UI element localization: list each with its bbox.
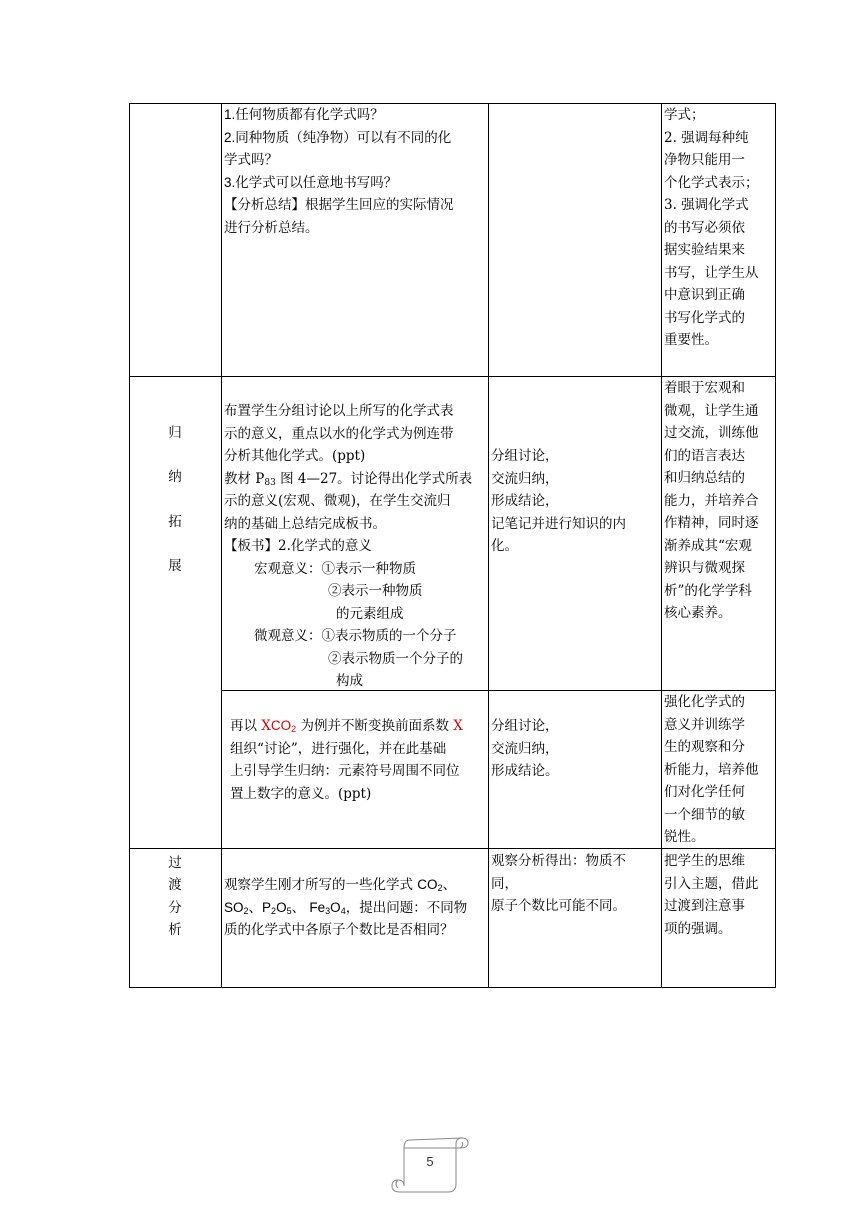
formula-subscript: 2 [437,883,443,893]
text-fragment: 再以 [230,718,262,734]
formula: $Fe_3O_4$ [309,899,346,916]
text-line: 把学生的思维 [664,853,745,869]
formula-subscript: 2 [291,724,297,734]
table-border-left [129,103,130,988]
text-line: 析能力，培养他 [664,761,759,778]
stage-char: 拓 [168,514,182,530]
column-divider [221,103,222,988]
text-line: 原子个数比可能不同。 [491,898,626,914]
text-line: 微观，让学生通 [664,402,759,419]
coefficient-x: X [453,718,463,734]
text-line: 辨识与微观探 [664,560,745,576]
text-line: $SO_2$、$P_2O_5$、 $Fe_3O_4$，提出问题：不同物 [224,899,468,916]
text-line: 析”的化学学科 [664,582,752,599]
row2-process-cell [224,400,486,693]
text-line: 核心素养。 [664,605,732,621]
row2-intent-cell [664,377,774,625]
text-line: 2. 强调每种纯 [664,129,749,146]
stage-char: 纳 [168,469,182,485]
row4-student-cell [491,850,659,918]
text-line: 3. 强调化学式 [664,197,749,213]
row1-intent-cell [664,104,774,352]
text-line: 记笔记并进行知识的内 [491,515,626,532]
table-border-right [775,103,776,988]
text-line: 过渡到注意事 [664,898,745,914]
text-line: 形成结论。 [491,763,559,779]
text-line: 3.化学式可以任意地书写吗？ [224,174,398,190]
stage-char: 析 [168,922,182,938]
table-border-bottom [129,987,776,988]
text-line: 同， [491,875,518,892]
row3-process-cell [230,715,486,805]
text-line: 据实验结果来 [664,242,745,258]
text-line: 作精神，同时逐 [664,515,759,531]
text-line: 2.同种物质（纯净物）可以有不同的化 [224,129,452,145]
text-line: 过交流，训练他 [664,425,759,441]
formula-co2 [271,718,296,733]
text-line: 的元素组成 [336,605,404,622]
text-line: 分析其他化学式。(ppt) [224,448,366,464]
text-line: 【板书】2.化学式的意义 [224,538,372,554]
row4-intent-cell [664,850,774,940]
text-line: 渐养成其“宏观 [664,537,752,554]
text-line: 分组讨论， [491,718,559,734]
text-line: 质的化学式中各原子个数比是否相同？ [224,922,454,938]
text-line: 组织“讨论”，进行强化，并在此基础 [230,740,447,757]
text-line: 交流归纳， [491,740,559,757]
coefficient-x: X [261,718,271,734]
stage-char: 过 [168,855,182,871]
text-line: 意义并训练学 [664,716,745,733]
text-line: 能力，并培养合 [664,492,759,509]
text-line: 进行分析总结。 [224,219,319,235]
text-line: 书写化学式的 [664,309,745,326]
text-line: 着眼于宏观和 [664,380,745,396]
formula: $CO_2$ [417,877,443,893]
text-line: 和归纳总结的 [664,470,745,486]
formula-subscript: 4 [340,905,346,916]
text-line: 微观意义：①表示物质的一个分子 [254,628,457,644]
text-line: ②表示一种物质 [328,583,423,599]
text-line: 观察分析得出：物质不 [491,853,626,869]
text-line: 【分析总结】根据学生回应的实际情况 [224,197,454,212]
text-line: 示的意义(宏观、微观)，在学生交流归 [224,493,451,509]
text-line: 纳的基础上总结完成板书。 [224,515,386,532]
text-line: 中意识到正确 [664,287,745,303]
text-line: 学式吗？ [224,152,278,167]
formula-subscript: 5 [286,905,292,916]
text-line: 书写，让学生从 [664,264,759,281]
text-line: 交流归纳， [491,470,559,487]
text-line: 个化学式表示； [664,174,759,191]
formula: $P_2O_5$ [262,899,292,916]
text-line: 宏观意义：①表示一种物质 [254,560,416,577]
text-line: 净物只能用一 [664,152,745,168]
text-line: 锐性。 [664,829,705,845]
stage-char: 渡 [168,877,182,893]
text-line: 分组讨论， [491,448,559,464]
text-line: 观察学生刚才所写的一些化学式 $CO_2$、 [224,877,457,893]
text-line: 学式； [664,107,705,123]
text-line: 化。 [491,538,518,554]
row2-student-cell [491,445,659,558]
row4-process-cell [224,874,486,942]
text-line: 们的语言表达 [664,447,745,464]
text-line: 置上数字的意义。(ppt) [230,785,372,802]
stage-char: 归 [168,425,182,441]
formula-text: CO [270,718,292,733]
text-line: 一个细节的敏 [664,806,745,823]
formula: $SO_2$ [224,899,249,916]
formula-subscript: 3 [325,905,331,916]
stage-char: 展 [168,558,182,574]
row3-intent-cell [664,691,774,849]
text-line: 示的意义，重点以水的化学式为例连带 [224,425,454,442]
row3-student-cell [491,715,659,783]
stage-char: 分 [168,900,182,916]
text-line: 形成结论， [491,493,559,509]
text-line: ②表示物质一个分子的 [328,650,463,667]
text-fragment: 为例并不断变换前面系数 [296,718,454,734]
text-line: 强化化学式的 [664,694,745,710]
text-line: 生的观察和分 [664,739,745,755]
text-line: 布置学生分组讨论以上所写的化学式表 [224,403,454,419]
formula-subscript: 2 [271,905,277,916]
text-line: 上引导学生归纳：元素符号周围不同位 [230,763,460,779]
text-line: 的书写必须依 [664,219,745,236]
row1-process-cell [224,104,486,239]
page-subscript: 83 [264,477,276,488]
text-line [230,715,486,738]
text-line: 们对化学任何 [664,784,745,800]
text-line: 项的强调。 [664,920,732,937]
column-divider [661,103,662,988]
formula-subscript: 2 [243,905,249,916]
page-number: 5 [426,1154,434,1169]
text-line: 教材 $P_{83}$ 图 4—27。讨论得出化学式所表 [224,470,473,488]
text-line: 1.任何物质都有化学式吗？ [224,107,384,122]
text-line: 构成 [336,673,363,689]
text-line: 引入主题，借此 [664,875,759,892]
text-line: 重要性。 [664,332,718,348]
column-divider [488,103,489,988]
